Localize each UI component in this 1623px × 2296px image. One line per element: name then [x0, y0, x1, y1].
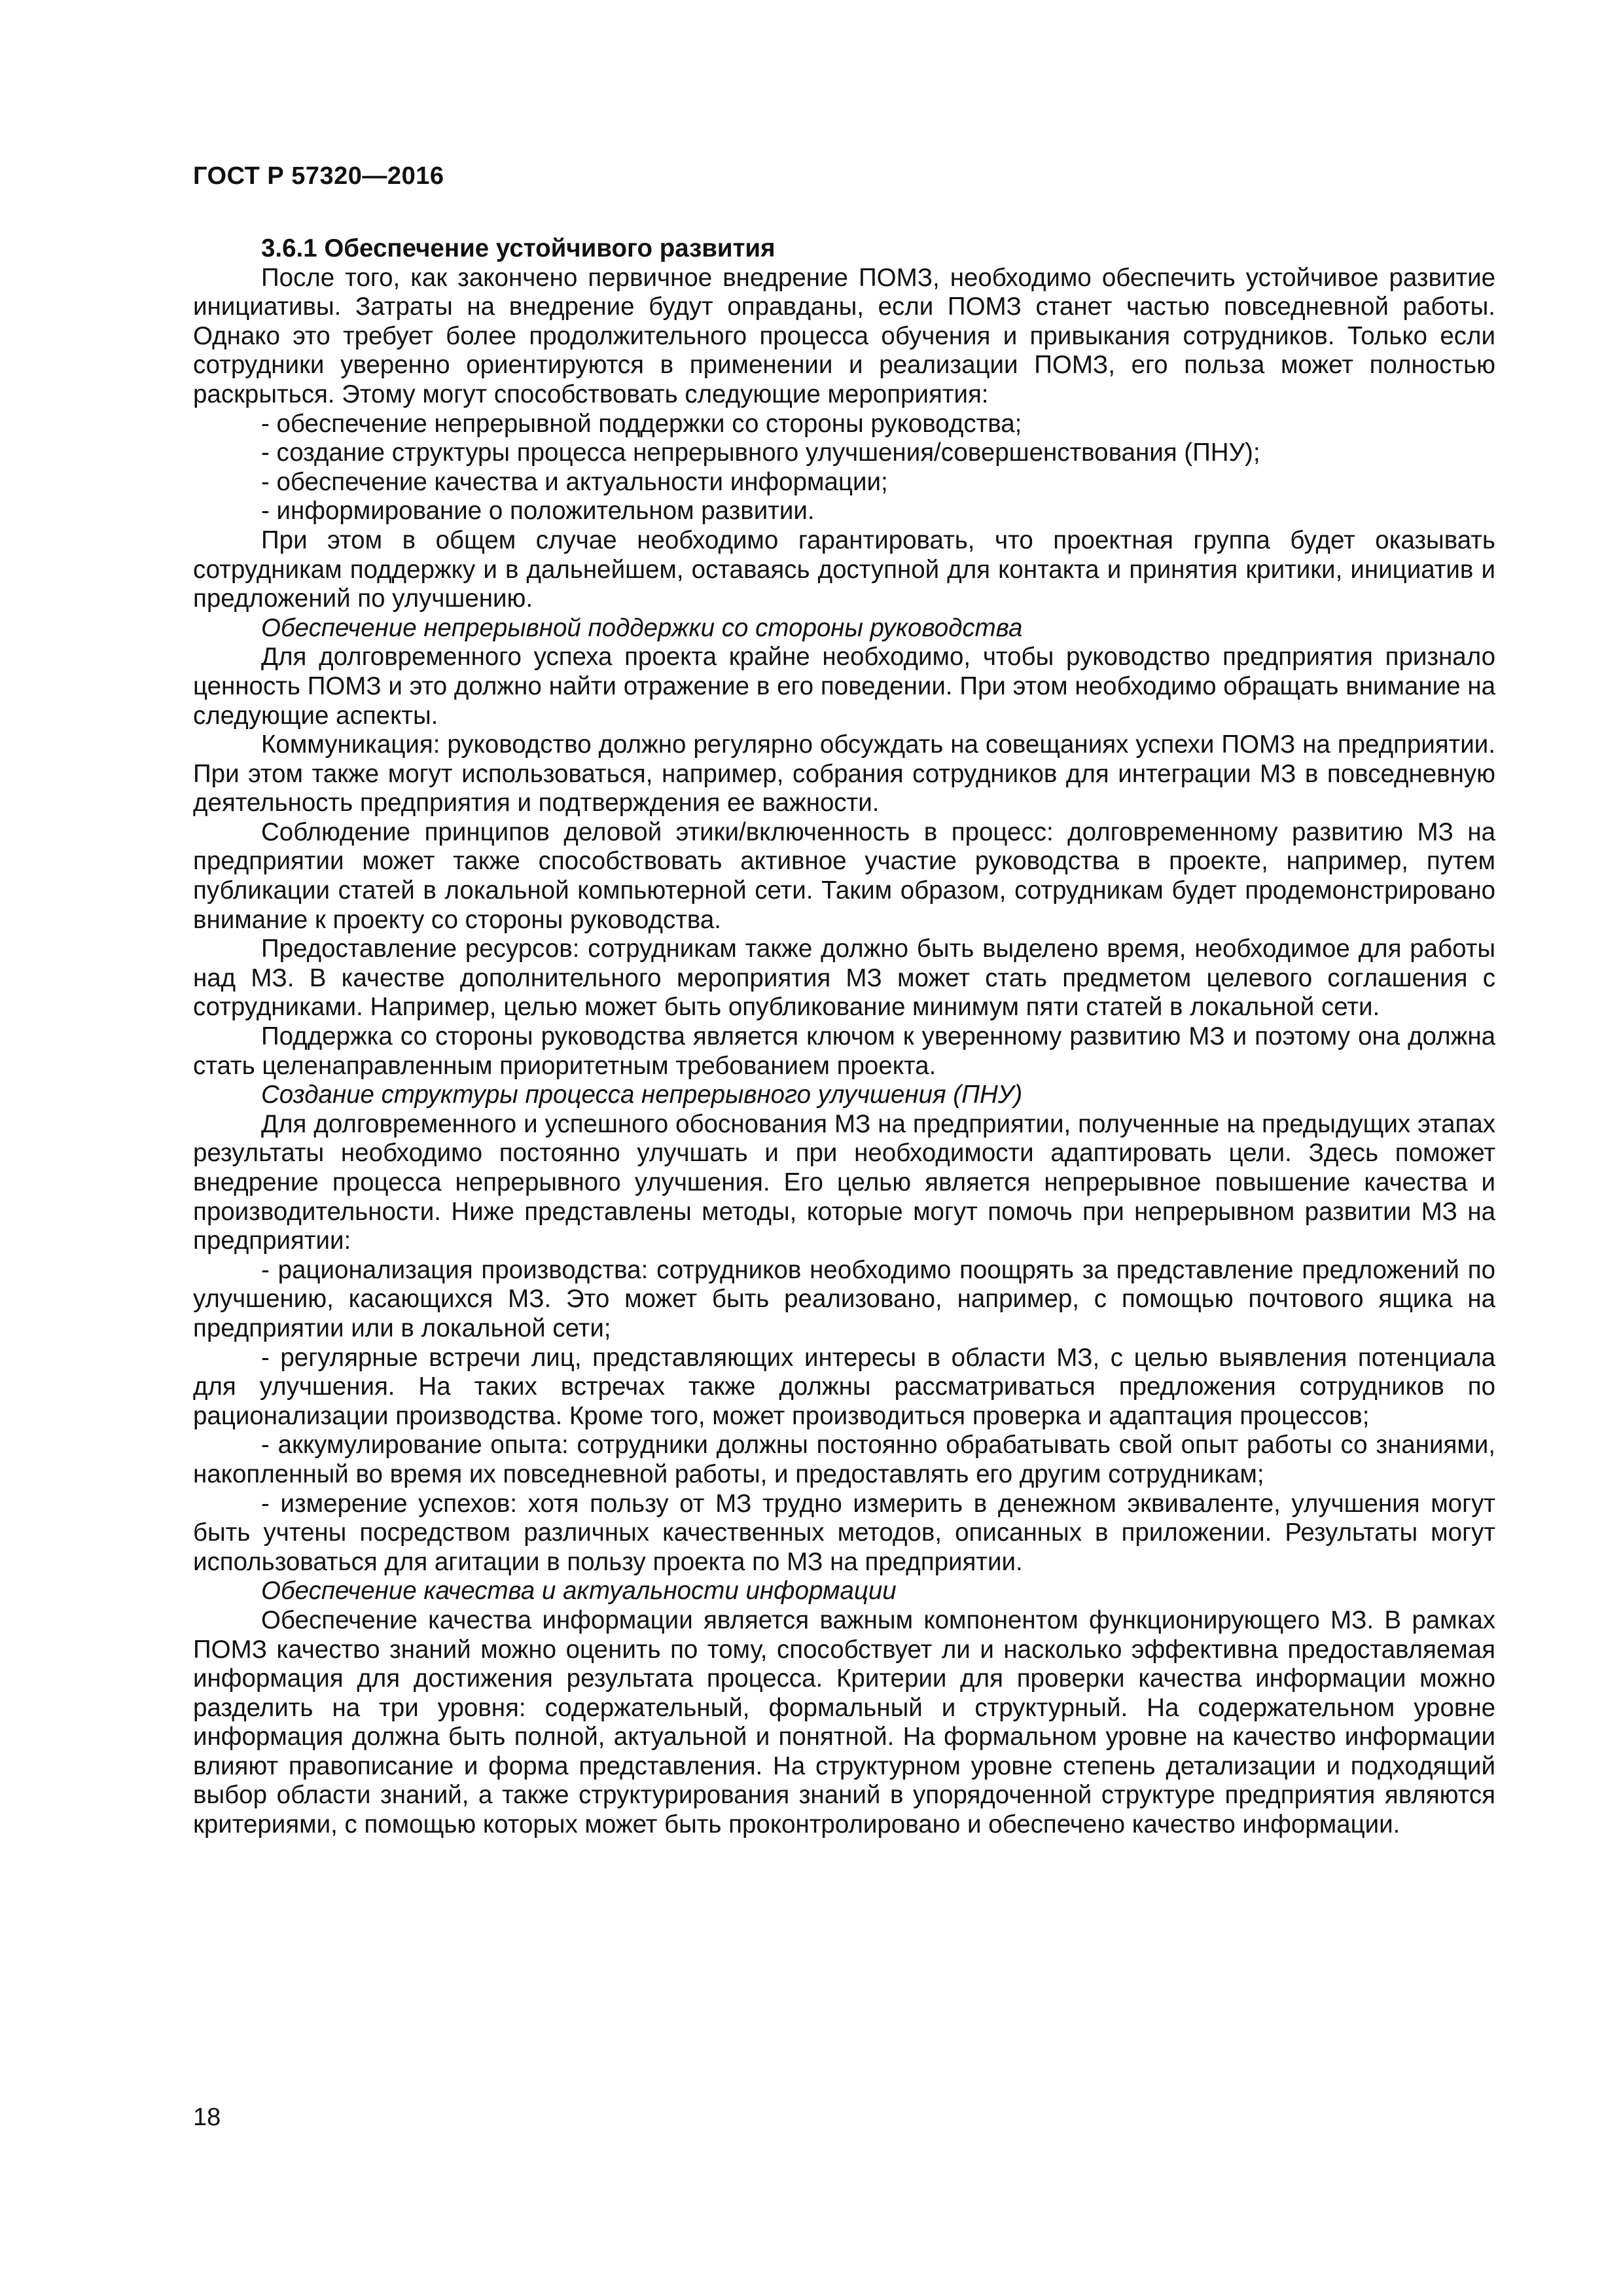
section-heading: 3.6.1 Обеспечение устойчивого развития [261, 234, 776, 262]
management-support-subheading: Обеспечение непрерывной поддержки со стороны руководства [261, 613, 1023, 642]
page-body [193, 234, 1495, 1840]
document-header: ГОСТ Р 57320—2016 [193, 162, 444, 190]
support-note-paragraph: При этом в общем случае необходимо гарантировать, что проектная группа будет оказывать сотрудникам поддержку и в дальнейшем, оставаясь доступной для контакта и принятия критики, инициатив и предложений по улучшению. [193, 526, 1495, 613]
method-list-item: - измерение успехов: хотя пользу от МЗ трудно измерить в денежном эквиваленте, улучшения могут быть учтены посредством различных качественных методов, описанных в приложении. Результаты могут использоваться для агитации в пользу проекта по МЗ на предприятии. [193, 1489, 1495, 1576]
section-intro-paragraph: После того, как закончено первичное внедрение ПОМЗ, необходимо обеспечить устойчивое развитие инициативы. Затраты на внедрение будут оправданы, если ПОМЗ станет частью повседневной работы. Однако это требует более продолжительного процесса обучения и привыкания сотрудников. Только если сотрудники уверенно ориентируются в применении и реализации ПОМЗ, его польза может полностью раскрыться. Этому могут способствовать следующие мероприятия: [193, 263, 1495, 408]
business-ethics-paragraph: Соблюдение принципов деловой этики/включенность в процесс: долговременному развитию МЗ на предприятии может также способствовать активное участие руководства в проекте, например, путем публикации статей в локальной компьютерной сети. Таким образом, сотрудникам будет продемонстрировано внимание к проекту со стороны руководства. [193, 817, 1495, 934]
management-key-paragraph: Поддержка со стороны руководства является ключом к уверенному развитию МЗ и поэтому она должна стать целенаправленным приоритетным требованием проекта. [193, 1022, 1495, 1080]
improvement-process-intro: Для долговременного и успешного обоснования МЗ на предприятии, полученные на предыдущих этапах результаты необходимо постоянно улучшать и при необходимости адаптировать цели. Здесь поможет внедрение процесса непрерывного улучшения. Его целью является непрерывное повышение качества и производительности. Ниже представлены методы, которые могут помочь при непрерывном развитии МЗ на предприятии: [193, 1109, 1495, 1255]
information-quality-paragraph: Обеспечение качества информации является важным компонентом функционирующего МЗ. В рамках ПОМЗ качество знаний можно оценить по тому, способствует ли и насколько эффективна предоставляемая информация для достижения результата процесса. Критерии для проверки качества информации можно разделить на три уровня: содержательный, формальный и структурный. На содержательном уровне информация должна быть полной, актуальной и понятной. На формальном уровне на качество информации влияют правописание и форма представления. На структурном уровне степень детализации и подходящий выбор области знаний, а также структурирования знаний в упорядоченной структуре предприятия являются критериями, с помощью которых может быть проконтролировано и обеспечено качество информации. [193, 1605, 1495, 1839]
measure-list-item: - создание структуры процесса непрерывного улучшения/совершенствования (ПНУ); [261, 439, 1260, 467]
measure-list-item: - обеспечение качества и актуальности информации; [261, 467, 888, 496]
information-quality-subheading: Обеспечение качества и актуальности информации [261, 1577, 897, 1605]
communication-paragraph: Коммуникация: руководство должно регулярно обсуждать на совещаниях успехи ПОМЗ на предприятии. При этом также могут использоваться, например, собрания сотрудников для интеграции МЗ в повседневную деятельность предприятия и подтверждения ее важности. [193, 730, 1495, 817]
resources-paragraph: Предоставление ресурсов: сотрудникам также должно быть выделено время, необходимое для работы над МЗ. В качестве дополнительного мероприятия МЗ может стать предметом целевого соглашения с сотрудниками. Например, целью может быть опубликование минимум пяти статей в локальной сети. [193, 935, 1495, 1022]
page-number: 18 [193, 2104, 221, 2131]
method-list-item: - рационализация производства: сотрудников необходимо поощрять за представление предложений по улучшению, касающихся МЗ. Это может быть реализовано, например, с помощью почтового ящика на предприятии или в локальной сети; [193, 1255, 1495, 1342]
improvement-process-subheading: Создание структуры процесса непрерывного улучшения (ПНУ) [261, 1081, 1023, 1109]
measure-list-item: - информирование о положительном развитии. [261, 497, 815, 526]
method-list-item: - аккумулирование опыта: сотрудники должны постоянно обрабатывать свой опыт работы со знаниями, накопленный во время их повседневной работы, и предоставлять его другим сотрудникам; [193, 1431, 1495, 1488]
management-support-paragraph: Для долговременного успеха проекта крайне необходимо, чтобы руководство предприятия признало ценность ПОМЗ и это должно найти отражение в его поведении. При этом необходимо обращать внимание на следующие аспекты. [193, 643, 1495, 730]
measure-list-item: - обеспечение непрерывной поддержки со стороны руководства; [261, 409, 1022, 438]
method-list-item: - регулярные встречи лиц, представляющих интересы в области МЗ, с целью выявления потенциала для улучшения. На таких встречах также должны рассматриваться предложения сотрудников по рационализации производства. Кроме того, может производиться проверка и адаптация процессов; [193, 1343, 1495, 1430]
